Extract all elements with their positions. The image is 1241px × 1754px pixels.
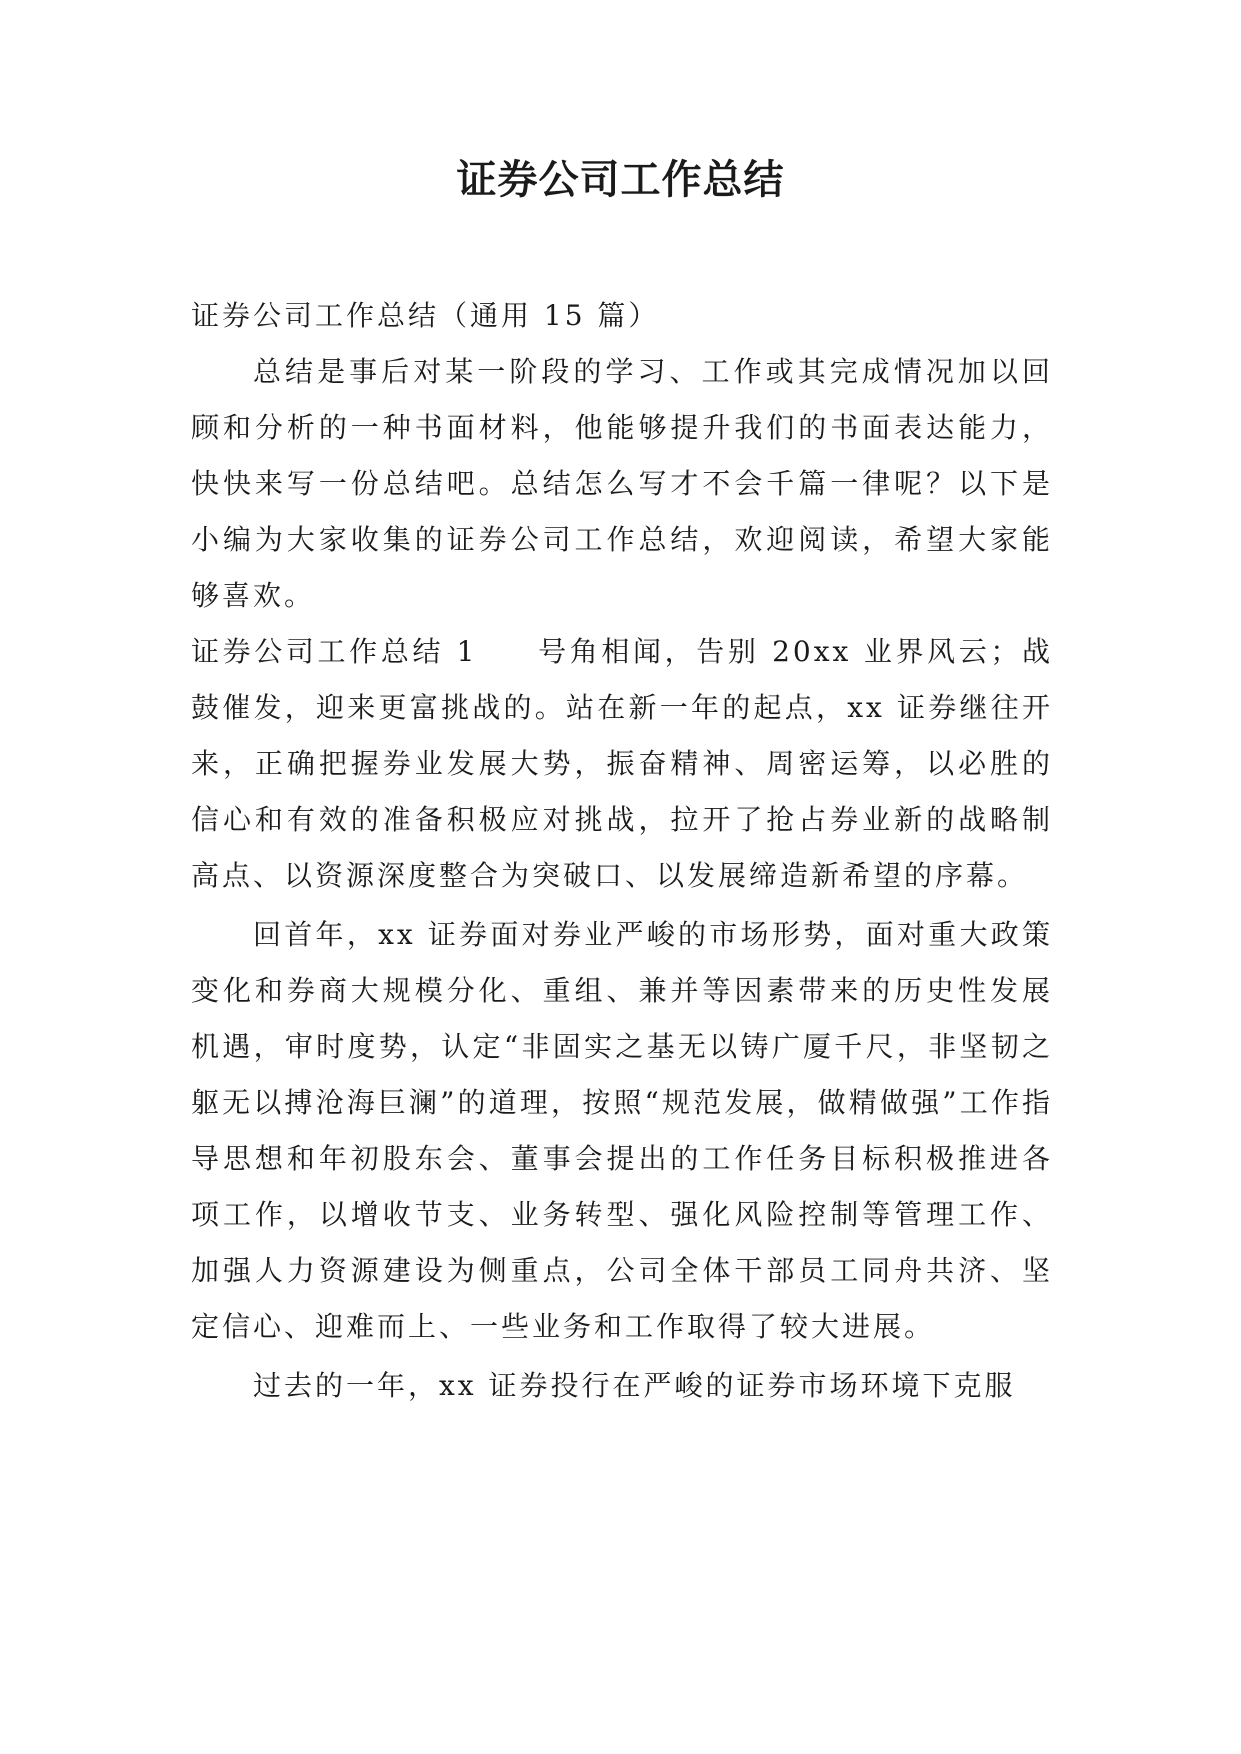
document-subtitle: 证券公司工作总结（通用 15 篇） bbox=[191, 299, 660, 332]
body-paragraph-2: 回首年，xx 证券面对券业严峻的市场形势，面对重大政策变化和券商大规模分化、重组、兼并等因素带来的历史性发展机遇，审时度势，认定“非固实之基无以铸广厦千尺，非坚韧之躯无以搏沧海巨澜”的道理，按照“规范发展，做精做强”工作指导思想和年初股东会、董事会提出的工作任务目标积极推进各项工作，以增收节支、业务转型、强化风险控制等管理工作、加强人力资源建设为侧重点，公司全体干部员工同舟共济、坚定信心、迎难而上、一些业务和工作取得了较大进展。 bbox=[191, 918, 1053, 1343]
document-title: 证券公司工作总结 bbox=[456, 157, 785, 203]
intro-paragraph: 总结是事后对某一阶段的学习、工作或其完成情况加以回顾和分析的一种书面材料，他能够提升我们的书面表达能力，快快来写一份总结吧。总结怎么写才不会千篇一律呢？以下是小编为大家收集的证券公司工作总结，欢迎阅读，希望大家能够喜欢。 bbox=[191, 355, 1053, 612]
section-1-paragraph bbox=[191, 624, 1053, 904]
body-paragraph-3: 过去的一年，xx 证券投行在严峻的证券市场环境下克服 bbox=[253, 1369, 1016, 1402]
section-1-lead: 号角相闻，告别 20xx 业界风云；战鼓催发，迎来更富挑战的。站在新一年的起点，xx 证券继往开来，正确把握券业发展大势，振奋精神、周密运筹，以必胜的信心和有效的准备积极应对挑战，拉开了抢占券业新的战略制高点、以资源深度整合为突破口、以发展缔造新希望的序幕。 bbox=[191, 635, 1054, 892]
document-body bbox=[191, 288, 1053, 1414]
section-1-heading: 证券公司工作总结 1 bbox=[191, 635, 478, 668]
